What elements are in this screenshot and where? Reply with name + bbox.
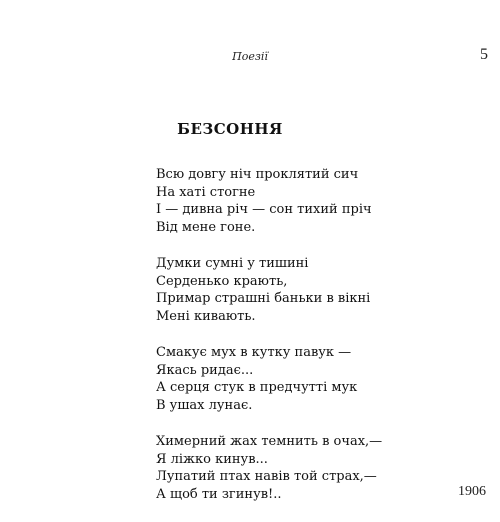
poem-line: А серця стук в предчутті мук bbox=[156, 380, 358, 395]
stanza-1 bbox=[156, 166, 476, 236]
poem-line: Якась ридає... bbox=[156, 362, 254, 378]
stanza-2 bbox=[156, 255, 476, 325]
poem-line: Смакує мух в кутку павук — bbox=[156, 345, 352, 360]
poem-line: В ушах лунає. bbox=[156, 397, 253, 413]
poem-line: А щоб ти згинув!.. bbox=[156, 486, 282, 502]
poem-line: Всю довгу ніч проклятий сич bbox=[156, 167, 359, 182]
poem-line: Примар страшні баньки в вікні bbox=[156, 291, 371, 306]
page-number: 5 bbox=[480, 46, 488, 63]
poem-line: Від мене гоне. bbox=[156, 219, 256, 235]
poem-line: Химерний жах темнить в очах,— bbox=[156, 434, 383, 449]
stanza-3 bbox=[156, 344, 476, 414]
poem-line: Я ліжко кинув... bbox=[156, 451, 268, 467]
stanza-4 bbox=[156, 433, 476, 503]
poem-title: БЕЗСОННЯ bbox=[177, 120, 283, 138]
poem-line: І — дивна річ — сон тихий пріч bbox=[156, 202, 372, 217]
poem-year: 1906 bbox=[458, 484, 486, 499]
poem-body bbox=[156, 166, 476, 522]
poem-line: Серденько крають, bbox=[156, 273, 288, 289]
poem-line: Лупатий птах навів той страх,— bbox=[156, 469, 377, 484]
poem-line: На хаті стогне bbox=[156, 184, 256, 200]
poem-line: Думки сумні у тишині bbox=[156, 256, 309, 271]
poem-line: Мені кивають. bbox=[156, 308, 256, 324]
running-head-title: Поезії bbox=[232, 50, 268, 63]
